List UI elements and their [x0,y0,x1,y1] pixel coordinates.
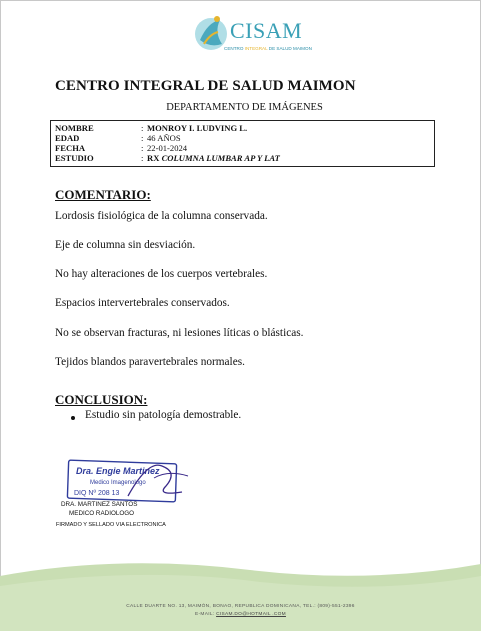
info-value-prefix: RX [147,153,160,163]
logo-subtitle: CENTRO INTEGRAL DE SALUD MAIMON [224,46,312,51]
comentario-heading: COMENTARIO: [55,187,151,202]
info-sep: : [141,133,144,143]
email-link[interactable]: CISAM.DO@HOTMAIL .COM [216,612,286,617]
conclusion-item: Estudio sin patología demostrable. [85,409,242,421]
signer-name: DRA. MARTINEZ SANTOS [61,501,138,508]
info-value: 22-01-2024 [147,143,188,153]
info-row-nombre [55,123,247,133]
comentario-line: No hay alteraciones de los cuerpos vertebrales. [55,268,268,280]
center-title: CENTRO INTEGRAL DE SALUD MAIMON [55,78,356,94]
footer-address: CALLE DUARTE NO. 13, MAIMÓN, BONAO, REPUBLICA DOMINICANA, TEL.: (809)-551-2396 [126,604,355,609]
info-label: NOMBRE [55,123,94,133]
info-label: ESTUDIO [55,153,94,163]
info-value: COLUMNA LUMBAR AP Y LAT [161,153,280,163]
comentario-line: Eje de columna sin desviación. [55,239,196,251]
info-label: EDAD [55,133,80,143]
stamp-title: Medico Imagenologo [90,480,146,486]
info-label: FECHA [55,143,86,153]
comentario-line: Espacios intervertebrales conservados. [55,297,230,309]
patient-info-box [50,120,435,167]
footer-wave [0,548,481,631]
bullet-icon [71,416,75,420]
info-row-fecha [55,143,187,153]
signer-role: MEDICO RADIOLOGO [69,510,135,517]
comentario-line: Tejidos blandos paravertebrales normales. [55,356,245,368]
logo-brand: CISAM [230,18,303,43]
department-title: DEPARTAMENTO DE IMÁGENES [166,102,323,113]
info-sep: : [141,153,144,163]
footer-email: E-MAIL: CISAM.DO@HOTMAIL .COM [195,612,286,617]
info-row-edad [55,133,181,143]
info-value: 46 AÑOS [147,133,181,143]
info-sep: : [141,123,144,133]
info-value: MONROY I. LUDVING L. [147,123,248,133]
comentario-line: No se observan fracturas, ni lesiones líticas o blásticas. [55,327,304,339]
stamp-name: Dra. Engie Martinez [76,466,160,476]
signature-note: FIRMADO Y SELLADO VIA ELECTRONICA [56,522,166,528]
stamp-id: DIQ Nº 208 13 [74,490,120,497]
info-row-estudio [55,153,280,163]
conclusion-heading: CONCLUSION: [55,392,148,407]
info-sep: : [141,143,144,153]
cisam-logo [190,10,312,58]
comentario-line: Lordosis fisiológica de la columna conservada. [55,210,268,222]
